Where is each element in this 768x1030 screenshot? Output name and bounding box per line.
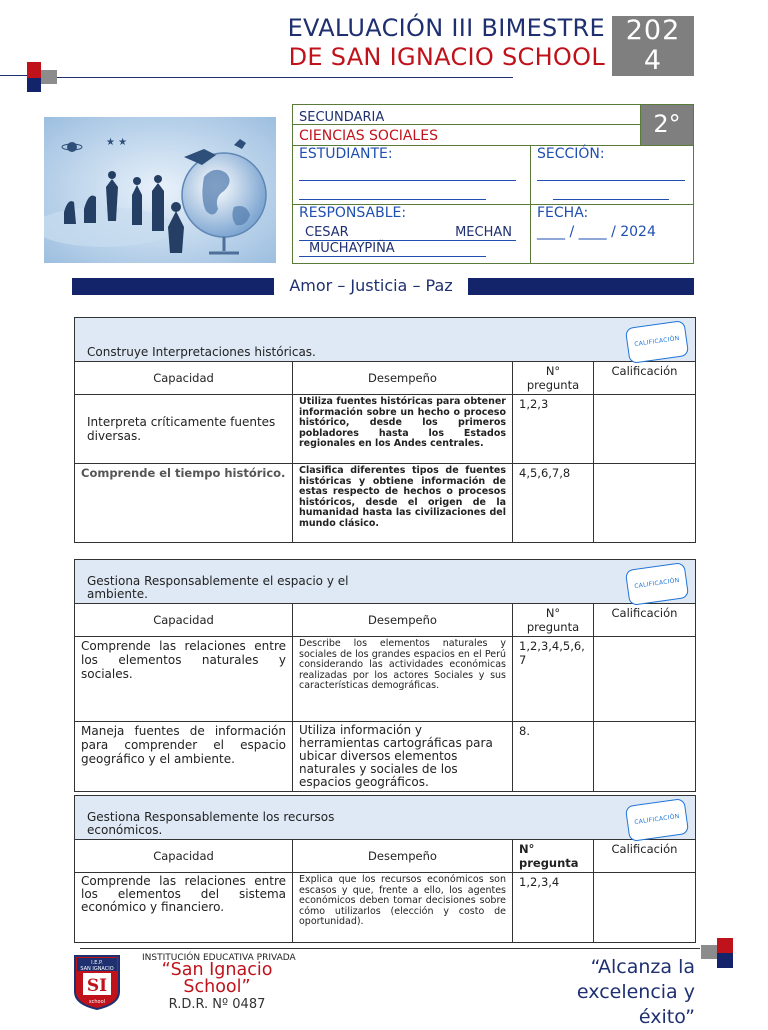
desempeno-cell: Describe los elementos naturales y sociales de los grandes espacios en el Perú considerando las actividades económicas realizadas por los actores Sociales y sus características demográficas. [293, 637, 513, 722]
logo-text-mid: SAN IGNACIO [80, 966, 114, 972]
pregunta-cell: 8. [513, 722, 594, 792]
date-label: FECHA: [537, 205, 589, 221]
section-cell [531, 145, 693, 205]
logo-text-top: I.E.P. [91, 960, 103, 966]
school-resolution: R.D.R. Nº 0487 [168, 997, 266, 1012]
date-cell [531, 205, 693, 263]
deco-square-navy-2 [717, 953, 733, 968]
institution-type: INSTITUCIÓN EDUCATIVA PRIVADA [142, 953, 296, 963]
competencia-header [75, 318, 696, 362]
capacidad-cell: Comprende las relaciones entre los elementos del sistema económico y financiero. [75, 873, 293, 943]
student-name-line-2[interactable] [299, 185, 486, 200]
col-header-desempeno: Desempeño [293, 604, 513, 637]
date-value[interactable]: ____ / ____ / 2024 [537, 224, 656, 240]
capacidad-cell: Interpreta críticamente fuentes diversas. [75, 395, 293, 464]
responsible-cell [293, 205, 531, 263]
col-header-capacidad: Capacidad [75, 604, 293, 637]
pregunta-cell: 1,2,3,4,5,6,7 [513, 637, 594, 722]
year-bottom: 4 [643, 45, 663, 76]
deco-line-left [0, 75, 27, 76]
year-top: 202 [625, 15, 681, 46]
level-text: SECUNDARIA [299, 110, 385, 125]
header-rule [57, 77, 513, 78]
level-cell [293, 105, 641, 125]
capacidad-cell: Maneja fuentes de información para comprender el espacio geográfico y el ambiente. [75, 722, 293, 792]
calificacion-cell[interactable] [594, 722, 696, 792]
pregunta-cell: 4,5,6,7,8 [513, 464, 594, 543]
grade-box: 2° [641, 105, 693, 145]
deco-square-grey [41, 70, 57, 84]
calificacion-cell[interactable] [594, 395, 696, 464]
competencia-header [75, 796, 696, 840]
col-header-calificacion: Calificación [594, 604, 696, 637]
desempeno-cell: Utiliza información y herramientas cartográficas para ubicar diversos elementos naturales y sociales de los espacios geográficos. [293, 722, 513, 792]
school-slogan: “Alcanza la excelencia y éxito” [576, 956, 695, 1028]
student-info-box [292, 104, 694, 264]
responsible-last: MUCHAYPIÑA [309, 241, 395, 256]
table-row [75, 722, 696, 792]
footer-rule [80, 948, 700, 949]
section-label: SECCIÓN: [537, 146, 605, 162]
school-logo [73, 954, 121, 1010]
deco-square-navy [27, 78, 41, 92]
competencia-table-3 [74, 795, 696, 943]
pregunta-cell: 1,2,3 [513, 395, 594, 464]
responsible-first: CESAR [305, 225, 349, 240]
table-row [75, 464, 696, 543]
table-row [75, 395, 696, 464]
col-header-desempeno: Desempeño [293, 362, 513, 395]
competencia-table-1 [74, 317, 696, 543]
motto-text: Amor – Justicia – Paz [274, 275, 468, 297]
col-header-capacidad: Capacidad [75, 840, 293, 873]
col-header-pregunta: N° pregunta [513, 840, 594, 873]
desempeno-cell: Utiliza fuentes históricas para obtener información sobre un hecho o proceso histórico, desde los primeros pobladores hasta los Estados regionales en los Andes centrales. [293, 395, 513, 464]
deco-square-grey-2 [701, 945, 717, 959]
title-line-1: EVALUACIÓN III BIMESTRE [287, 14, 605, 42]
calificacion-stamp: CALIFICACIÓN [625, 320, 689, 364]
svg-text:★ ★: ★ ★ [106, 137, 128, 148]
responsible-label: RESPONSABLE: [299, 205, 407, 221]
deco-square-red-2 [717, 938, 733, 953]
col-header-capacidad: Capacidad [75, 362, 293, 395]
logo-initials: SI [86, 976, 108, 996]
competencia-title: Gestiona Responsablemente los recursos económicos. [87, 810, 335, 837]
table-row [75, 637, 696, 722]
pregunta-cell: 1,2,3,4 [513, 873, 594, 943]
subject-text: CIENCIAS SOCIALES [299, 128, 438, 144]
col-header-desempeno: Desempeño [293, 840, 513, 873]
capacidad-cell: Comprende las relaciones entre los elementos naturales y sociales. [75, 637, 293, 722]
subject-cell [293, 125, 641, 145]
school-name: “San Ignacio School” [161, 960, 273, 997]
deco-square-red [27, 62, 41, 78]
col-header-calificacion: Calificación [594, 840, 696, 873]
section-line-2[interactable] [553, 185, 669, 200]
desempeno-cell: Explica que los recursos económicos son escasos y que, frente a ello, los agentes económicos deben tomar decisiones sobre cómo utilizarlos (elección y costo de oportunidad). [293, 873, 513, 943]
col-header-pregunta: N° pregunta [513, 362, 594, 395]
competencia-table-2 [74, 559, 696, 792]
competencia-title: Construye Interpretaciones históricas. [87, 345, 316, 359]
logo-text-bottom: school [88, 999, 106, 1005]
calificacion-stamp: CALIFICACIÓN [625, 798, 689, 842]
history-illustration [44, 117, 276, 263]
calificacion-cell[interactable] [594, 873, 696, 943]
col-header-calificacion: Calificación [594, 362, 696, 395]
responsible-name-line [299, 225, 516, 241]
calificacion-cell[interactable] [594, 464, 696, 543]
student-cell [293, 145, 531, 205]
table-row [75, 873, 696, 943]
student-name-line[interactable] [299, 166, 516, 181]
globe-icon [182, 153, 266, 237]
col-header-pregunta: N° pregunta [513, 604, 594, 637]
capacidad-cell: Comprende el tiempo histórico. [75, 464, 293, 543]
responsible-name-line-2 [299, 241, 486, 257]
desempeno-cell: Clasifica diferentes tipos de fuentes históricas y obtiene información de estas respecto de hechos o procesos históricos, desde el origen de la humanidad hasta las civilizaciones del mundo clásico. [293, 464, 513, 543]
section-line[interactable] [537, 166, 685, 181]
student-label: ESTUDIANTE: [299, 146, 393, 162]
title-line-2: DE SAN IGNACIO SCHOOL [288, 43, 605, 71]
calificacion-cell[interactable] [594, 637, 696, 722]
competencia-header [75, 560, 696, 604]
year-box [612, 16, 694, 76]
responsible-middle: MECHAN [455, 225, 512, 240]
calificacion-stamp: CALIFICACIÓN [625, 562, 689, 606]
competencia-title: Gestiona Responsablemente el espacio y el ambiente. [87, 574, 349, 601]
